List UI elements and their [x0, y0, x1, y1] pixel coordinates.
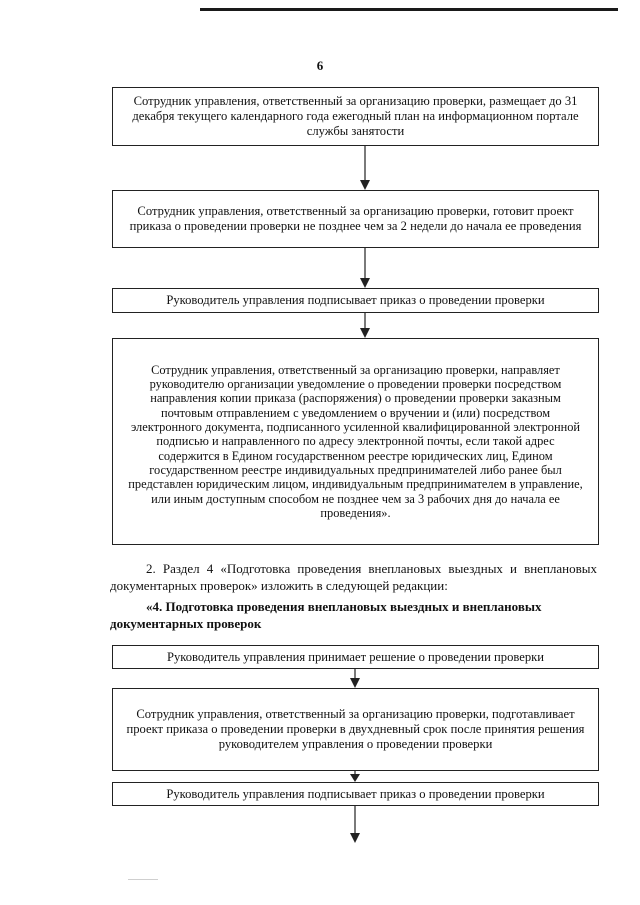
flowchart-1-arrow-3 — [360, 313, 370, 338]
flowchart-2-arrow-2 — [350, 771, 360, 782]
flowchart-2-step-1: Руководитель управления принимает решение о проведении проверки — [112, 645, 599, 669]
top-rule — [200, 8, 618, 11]
flowchart-2-step-2: Сотрудник управления, ответственный за организацию проверки, подготавливает проект приказа о проведении проверки в двухдневный срок после принятия решения руководителем управления о проведении проверки — [112, 688, 599, 771]
paragraph-2: 2. Раздел 4 «Подготовка проведения внеплановых выездных и внеплановых документарных проверок» изложить в следующей редакции: — [110, 561, 597, 593]
flowchart-1-arrow-1 — [360, 146, 370, 190]
flowchart-1-step-2: Сотрудник управления, ответственный за организацию проверки, готовит проект приказа о проведении проверки не позднее чем за 2 недели до начала ее проведения — [112, 190, 599, 248]
flowchart-2-arrow-1 — [350, 669, 360, 688]
flowchart-1-step-4: Сотрудник управления, ответственный за организацию проверки, направляет руководителю организации уведомление о проведении проверки посредством направления копии приказа (распоряжения) о проведении проверки заказным почтовым отправлением с уведомлением о вручении и (или) посредством электронного документа, подписанного усиленной квалифицированной электронной подписью и направленного по адресу электронной почты, если такой адрес содержится в Едином государственном реестре юридических лиц, Едином государственном реестре индивидуальных предпринимателей либо ранее был представлен юридическим лицом, индивидуальным предпринимателем в управление, или иным доступным способом не позднее чем за 3 рабочих дня до начала ее проведения». — [112, 338, 599, 545]
flowchart-1-arrow-2 — [360, 248, 370, 288]
flowchart-1-step-3: Руководитель управления подписывает приказ о проведении проверки — [112, 288, 599, 313]
section-4-heading: «4. Подготовка проведения внеплановых выездных и внеплановых документарных проверок — [110, 599, 542, 631]
scan-mark — [128, 879, 158, 880]
flowchart-1-step-1: Сотрудник управления, ответственный за организацию проверки, размещает до 31 декабря текущего календарного года ежегодный план на информационном портале службы занятости — [112, 87, 599, 146]
flowchart-2-step-3: Руководитель управления подписывает приказ о проведении проверки — [112, 782, 599, 806]
page-number: 6 — [316, 58, 324, 73]
flowchart-2-arrow-3 — [350, 806, 360, 843]
